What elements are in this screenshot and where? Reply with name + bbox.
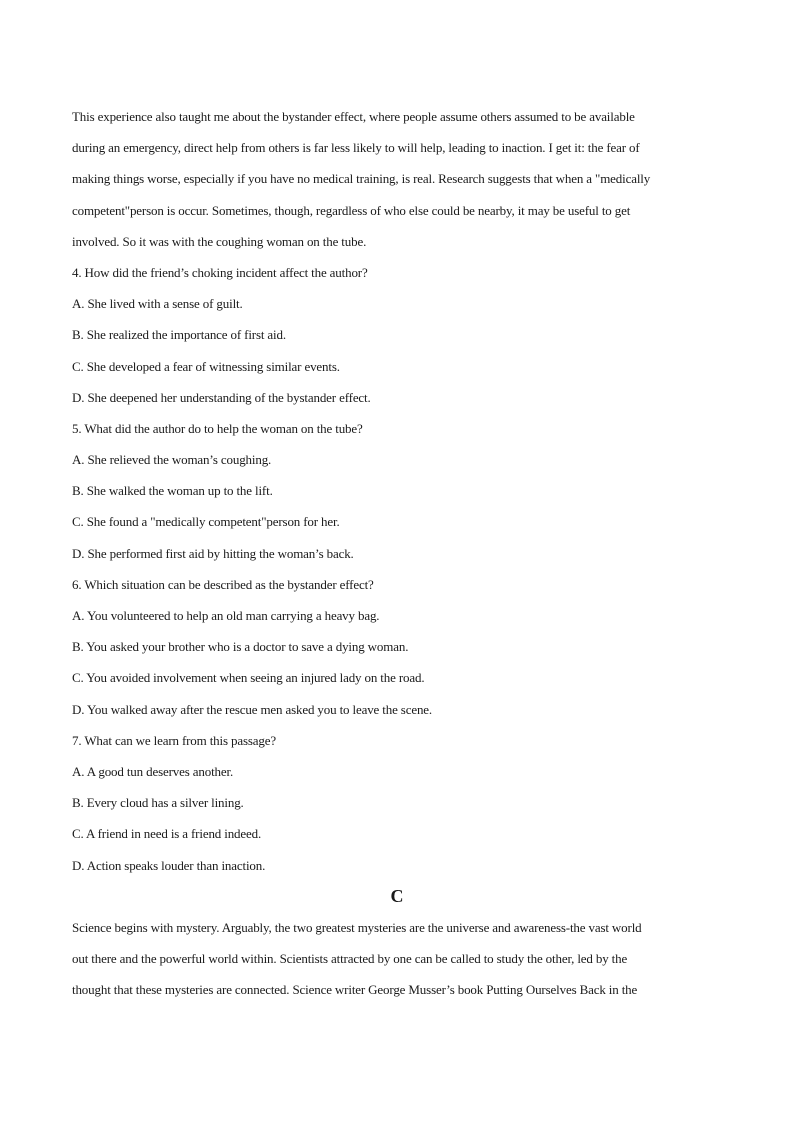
answer-option-c: C. She developed a fear of witnessing similar events.	[72, 358, 340, 374]
paragraph-line: making things worse, especially if you have no medical training, is real. Research suggests that when a "medically	[72, 171, 651, 187]
passage-b-ending	[72, 101, 722, 257]
answer-option-d: D. She performed first aid by hitting the woman’s back.	[72, 545, 354, 561]
answer-option-c: C. She found a "medically competent"person for her.	[72, 514, 340, 530]
paragraph-line: This experience also taught me about the bystander effect, where people assume others assumed to be available	[72, 109, 635, 124]
question-stem: 4. How did the friend’s choking incident affect the author?	[72, 264, 368, 280]
answer-option-b: B. She realized the importance of first aid.	[72, 327, 286, 343]
question-stem: 7. What can we learn from this passage?	[72, 732, 276, 748]
paragraph-line: out there and the powerful world within. Scientists attracted by one can be called to study the other, led by the	[72, 951, 628, 967]
section-c-heading: C	[390, 885, 404, 906]
answer-option-a: A. She lived with a sense of guilt.	[72, 296, 243, 312]
paragraph-line: thought that these mysteries are connected. Science writer George Musser’s book Putting Ourselves Back in the	[72, 982, 638, 998]
question-stem: 5. What did the author do to help the woman on the tube?	[72, 420, 363, 436]
question-5	[72, 413, 722, 569]
exam-page	[72, 101, 722, 1005]
answer-option-c: C. You avoided involvement when seeing an injured lady on the road.	[72, 670, 425, 686]
answer-option-b: B. You asked your brother who is a doctor to save a dying woman.	[72, 639, 409, 655]
question-4	[72, 257, 722, 413]
paragraph-line: involved. So it was with the coughing woman on the tube.	[72, 233, 367, 249]
question-7	[72, 725, 722, 881]
answer-option-c: C. A friend in need is a friend indeed.	[72, 826, 262, 842]
paragraph-line: Science begins with mystery. Arguably, the two greatest mysteries are the universe and awareness-the vast world	[72, 919, 642, 935]
question-stem: 6. Which situation can be described as the bystander effect?	[72, 576, 374, 592]
paragraph-line: during an emergency, direct help from others is far less likely to will help, leading to inaction. I get it: the fear of	[72, 140, 640, 156]
answer-option-d: D. She deepened her understanding of the bystander effect.	[72, 389, 371, 405]
answer-option-a: A. You volunteered to help an old man carrying a heavy bag.	[72, 608, 380, 623]
answer-option-a: A. She relieved the woman’s coughing.	[72, 452, 272, 468]
answer-option-d: D. You walked away after the rescue men asked you to leave the scene.	[72, 701, 433, 717]
answer-option-b: B. Every cloud has a silver lining.	[72, 795, 244, 811]
answer-option-d: D. Action speaks louder than inaction.	[72, 857, 266, 873]
paragraph-line: competent"person is occur. Sometimes, though, regardless of who else could be nearby, it may be useful to get	[72, 202, 631, 218]
answer-option-a: A. A good tun deserves another.	[72, 763, 234, 779]
answer-option-b: B. She walked the woman up to the lift.	[72, 483, 273, 499]
question-6	[72, 569, 722, 725]
passage-c-beginning	[72, 912, 722, 1006]
